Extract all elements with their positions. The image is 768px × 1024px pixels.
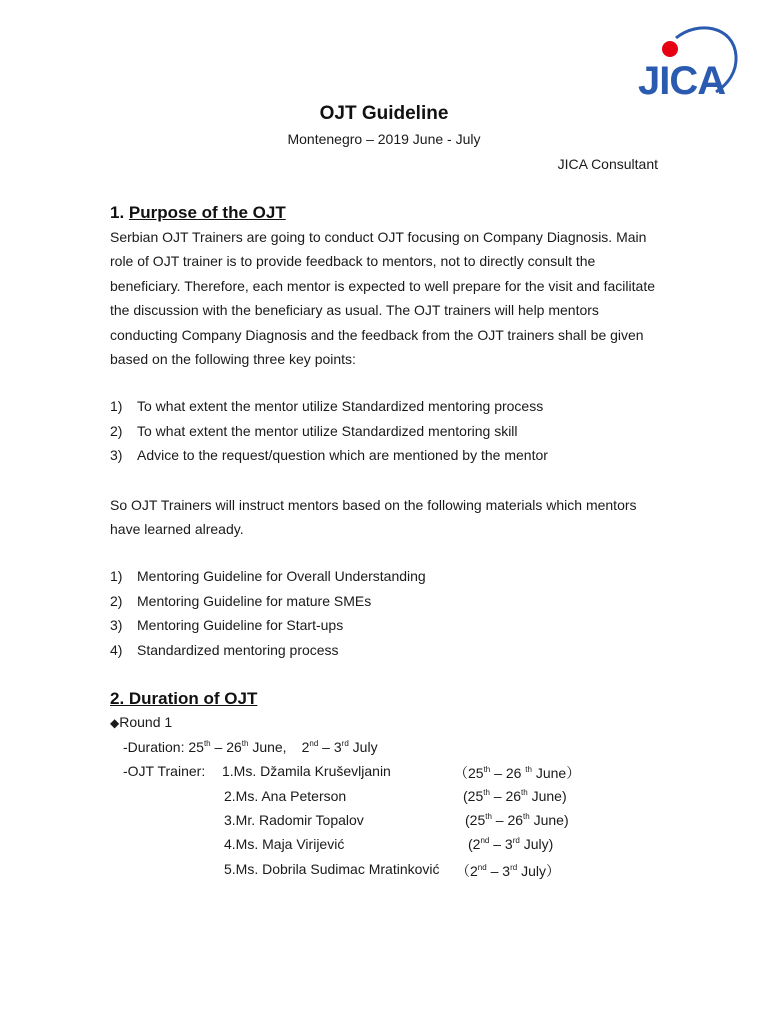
section-2-heading xyxy=(110,689,257,709)
trainer-dates xyxy=(468,836,553,852)
date-suffix: nd xyxy=(309,739,319,748)
date-suffix: th xyxy=(521,788,528,797)
document-title: OJT Guideline xyxy=(319,103,449,124)
materials-list xyxy=(110,568,670,666)
date-month: June, xyxy=(248,739,287,755)
date-open: （25 xyxy=(454,765,484,781)
trainer-dates xyxy=(463,788,567,804)
date-suffix: rd xyxy=(510,863,518,872)
section-1-title: Purpose of the OJT xyxy=(128,203,286,222)
trainer-name: 2.Ms. Ana Peterson xyxy=(224,788,347,804)
date-open: (25 xyxy=(463,788,484,804)
list-item xyxy=(110,642,670,667)
date-suffix: th xyxy=(485,812,492,821)
list-text: Advice to the request/question which are mentioned by the mentor xyxy=(137,447,548,464)
document-author: JICA Consultant xyxy=(557,156,658,172)
date-open: (2 xyxy=(468,836,481,852)
date-mid: – 26 xyxy=(491,812,524,828)
list-number: 1) xyxy=(110,398,123,414)
date-mid: – 3 xyxy=(486,863,511,879)
trainer-label: -OJT Trainer: xyxy=(123,763,206,779)
trainer-name: 1.Ms. Džamila Kruševljanin xyxy=(222,763,391,779)
list-text: Mentoring Guideline for Start-ups xyxy=(137,617,344,634)
date-day: 25 xyxy=(188,739,204,755)
trainer-name: 3.Mr. Radomir Topalov xyxy=(224,812,364,828)
date-mid: – 26 xyxy=(490,765,526,781)
list-number: 3) xyxy=(110,447,123,464)
list-number: 3) xyxy=(110,617,123,634)
list-text: Standardized mentoring process xyxy=(137,641,339,658)
list-item xyxy=(110,398,670,423)
trainer-dates xyxy=(456,861,560,881)
date-suffix: th xyxy=(241,739,249,748)
date-suffix: th xyxy=(483,788,490,797)
date-day: 26 xyxy=(226,739,242,755)
date-suffix: th xyxy=(203,739,211,748)
diamond-bullet-icon: ◆ xyxy=(110,716,120,730)
date-day: 3 xyxy=(333,739,342,755)
list-text: Mentoring Guideline for Overall Understanding xyxy=(137,568,426,584)
date-suffix: nd xyxy=(477,863,487,872)
svg-text:JICA: JICA xyxy=(638,59,726,100)
trainer-name: 4.Ms. Maja Virijević xyxy=(224,836,345,852)
date-open: （2 xyxy=(456,863,478,879)
list-item xyxy=(110,593,670,618)
list-item xyxy=(110,568,670,593)
key-points-list xyxy=(110,398,670,472)
date-close: June) xyxy=(529,812,569,828)
document-subtitle: Montenegro – 2019 June - July xyxy=(287,131,481,147)
section-1-number: 1. xyxy=(110,203,125,222)
date-month: July xyxy=(348,739,378,755)
date-close: July） xyxy=(517,863,560,879)
duration-label: -Duration: xyxy=(123,739,189,755)
date-suffix: rd xyxy=(341,739,349,748)
list-text: Mentoring Guideline for mature SMEs xyxy=(137,592,372,609)
section-1-heading xyxy=(110,203,286,223)
list-item xyxy=(110,447,670,472)
date-suffix: nd xyxy=(480,836,490,845)
list-number: 4) xyxy=(110,641,123,658)
date-suffix: th xyxy=(525,765,532,774)
list-number: 1) xyxy=(110,568,123,584)
jica-logo-icon xyxy=(636,22,740,100)
date-dash: – xyxy=(318,739,334,755)
date-mid: – 3 xyxy=(489,836,513,852)
round-text: Round 1 xyxy=(119,714,173,730)
trainer-dates xyxy=(454,763,580,783)
date-dash: – xyxy=(210,739,227,755)
date-day: 2 xyxy=(301,739,310,755)
list-number: 2) xyxy=(110,422,123,439)
section-1-paragraph-2: So OJT Trainers will instruct mentors based on the following materials which mentors have learned already. xyxy=(110,497,637,538)
jica-logo-svg xyxy=(636,22,740,100)
round-label xyxy=(110,714,172,730)
section-1-paragraph: Serbian OJT Trainers are going to conduct OJT focusing on Company Diagnosis. Main role of OJT trainer is to provide feedback to mentors, not to directly consult the beneficiary. Therefore, each mentor is expected to well prepare for the visit and facilitate the discussion with the beneficiary as usual. The OJT trainers will help mentors conducting Company Diagnosis and the feedback from the OJT trainers shall be given based on the following three key points: xyxy=(110,229,655,368)
duration-line xyxy=(123,739,378,755)
date-suffix: rd xyxy=(512,836,520,845)
list-text: To what extent the mentor utilize Standardized mentoring skill xyxy=(137,422,518,439)
section-2-title: 2. Duration of OJT xyxy=(110,689,258,708)
list-item xyxy=(110,617,670,642)
date-close: June) xyxy=(527,788,567,804)
date-close: July) xyxy=(519,836,554,852)
date-open: (25 xyxy=(465,812,486,828)
list-number: 2) xyxy=(110,592,123,609)
list-text: To what extent the mentor utilize Standardized mentoring process xyxy=(137,398,544,414)
date-close: June） xyxy=(531,765,581,781)
trainer-dates xyxy=(465,812,569,828)
list-item xyxy=(110,423,670,448)
date-mid: – 26 xyxy=(489,788,522,804)
trainer-name: 5.Ms. Dobrila Sudimac Mratinković xyxy=(224,861,440,877)
date-suffix: th xyxy=(523,812,530,821)
date-suffix: th xyxy=(483,765,491,774)
